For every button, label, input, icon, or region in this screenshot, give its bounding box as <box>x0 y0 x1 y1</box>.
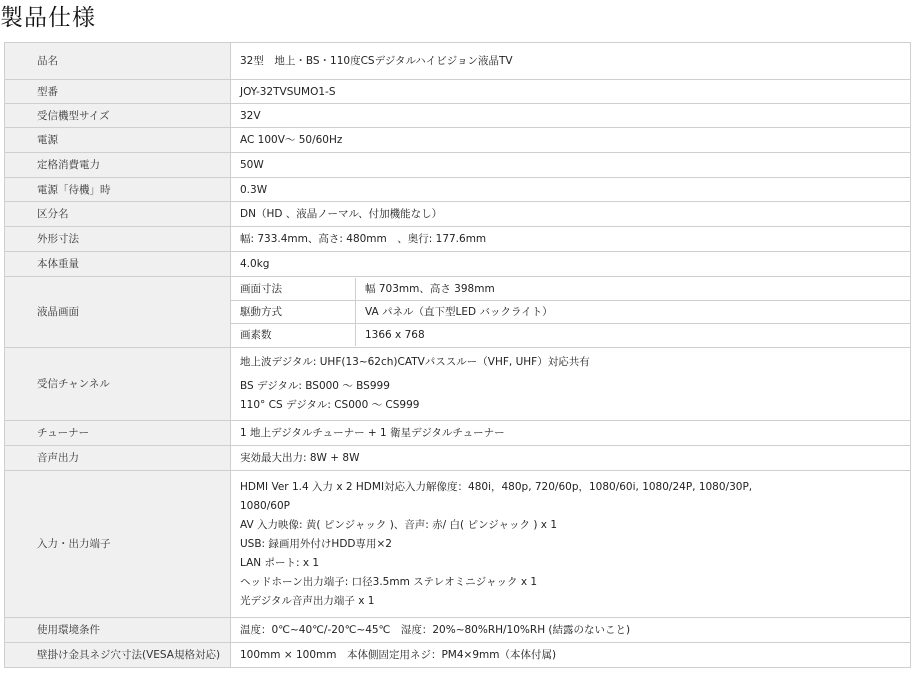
table-row <box>5 227 911 252</box>
row-label: チューナー <box>5 421 231 446</box>
sub-label: 画面寸法 <box>231 278 356 301</box>
table-row <box>5 202 911 227</box>
row-value: 温度：0℃~40℃/-20℃~45℃ 湿度：20%~80%RH/10%RH (結露のないこと) <box>231 618 911 643</box>
channel-line: BS デジタル: BS000 ～ BS999 <box>240 380 390 392</box>
row-label: 液晶画面 <box>5 277 231 348</box>
io-line: ヘッドホーン出力端子: 口径3.5mm ステレオミニジャック x 1 <box>240 575 538 588</box>
table-row <box>5 153 911 178</box>
row-value: DN（HD 、液晶ノーマル、付加機能なし） <box>231 202 911 227</box>
spec-table <box>4 42 911 668</box>
row-label: 外形寸法 <box>5 227 231 252</box>
row-label: 壁掛け金具ネジ穴寸法(VESA規格対応) <box>5 643 231 668</box>
lcd-subtable <box>231 278 910 346</box>
io-line: 1080/60P <box>240 499 290 512</box>
lcd-subtable-cell <box>231 277 911 348</box>
row-value: 幅: 733.4mm、高さ: 480mm 、奥行: 177.6mm <box>231 227 911 252</box>
table-row <box>5 252 911 277</box>
table-row <box>5 421 911 446</box>
io-line: HDMI Ver 1.4 入力 x 2 HDMI対応入力解像度：480i，480p, 720/60p，1080/60i, 1080/24P, 1080/30P, <box>240 480 753 493</box>
row-value: 1 地上デジタルチューナー + 1 衛星デジタルチューナー <box>231 421 911 446</box>
sub-value: 幅 703mm、高さ 398mm <box>356 278 911 301</box>
row-value: 100mm × 100mm 本体側固定用ネジ：PM4×9mm（本体付属) <box>231 643 911 668</box>
io-line: 光デジタル音声出力端子 x 1 <box>240 594 375 607</box>
channel-line: 110° CS デジタル: CS000 ～ CS999 <box>240 399 420 411</box>
row-value <box>231 471 911 618</box>
sub-value: 1366 x 768 <box>365 329 425 341</box>
row-label: 音声出力 <box>5 446 231 471</box>
io-line: LAN ポート: x 1 <box>240 556 320 569</box>
row-label: 品名 <box>5 43 231 80</box>
page-title: 製品仕様 <box>0 5 96 31</box>
table-row <box>5 128 911 153</box>
row-value <box>231 348 911 421</box>
row-value: 0.3W <box>231 178 911 202</box>
row-value: JOY-32TVSUMO1-S <box>231 80 911 104</box>
row-label: 使用環境条件 <box>5 618 231 643</box>
row-value: 50W <box>231 153 911 178</box>
sub-row <box>231 301 910 324</box>
row-label: 電源「待機」時 <box>5 178 231 202</box>
table-row <box>5 348 911 421</box>
table-row <box>5 471 911 618</box>
row-label: 受信チャンネル <box>5 348 231 421</box>
table-row <box>5 43 911 80</box>
table-row <box>5 446 911 471</box>
sub-row <box>231 324 910 347</box>
row-value: 実効最大出力: 8W + 8W <box>231 446 911 471</box>
table-row <box>5 643 911 668</box>
row-value: 32型 地上・BS・110度CSデジタルハイビジョン液晶TV <box>231 43 911 80</box>
sub-label: 駆動方式 <box>231 301 356 324</box>
channel-line: 地上波デジタル: UHF(13~62ch)CATVパススルー（VHF, UHF）対応共有 <box>240 356 590 368</box>
row-label: 受信機型サイズ <box>5 104 231 128</box>
row-value: 32V <box>231 104 911 128</box>
table-row <box>5 104 911 128</box>
table-row <box>5 618 911 643</box>
table-row <box>5 80 911 104</box>
io-line: USB: 録画用外付けHDD専用×2 <box>240 537 392 550</box>
sub-value: VA パネル（直下型LED バックライト） <box>356 301 911 324</box>
io-line: AV 入力映像: 黄( ピンジャック )、音声: 赤/ 白( ピンジャック ) x 1 <box>240 518 558 531</box>
row-value: AC 100V～ 50/60Hz <box>231 128 911 153</box>
table-row <box>5 277 911 348</box>
table-row <box>5 178 911 202</box>
row-label: 本体重量 <box>5 252 231 277</box>
row-label: 入力・出力端子 <box>5 471 231 618</box>
sub-label: 画素数 <box>231 324 356 347</box>
row-label: 区分名 <box>5 202 231 227</box>
sub-row <box>231 278 910 301</box>
row-label: 電源 <box>5 128 231 153</box>
row-value: 4.0kg <box>231 252 911 277</box>
row-label: 定格消費電力 <box>5 153 231 178</box>
row-label: 型番 <box>5 80 231 104</box>
